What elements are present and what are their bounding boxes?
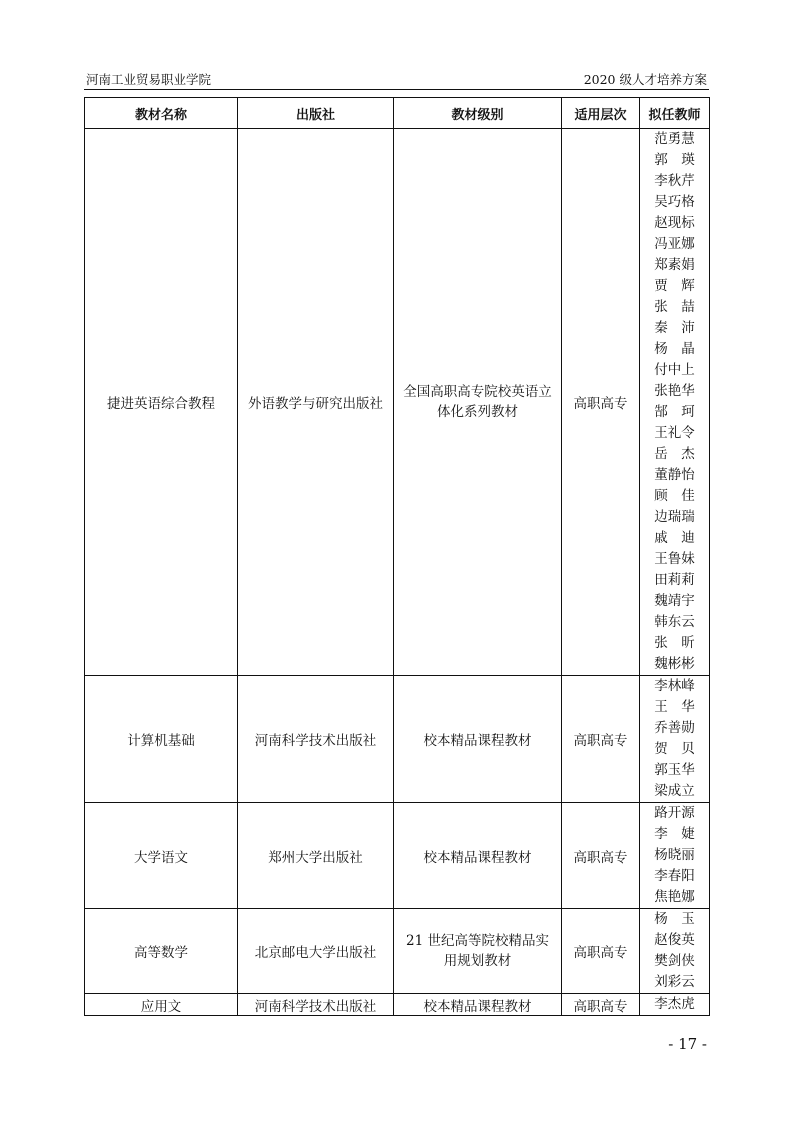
teacher-name: 秦 沛: [654, 320, 695, 336]
table-header-row: [85, 98, 710, 129]
teacher-name: 张 昕: [654, 635, 695, 651]
teacher-name: 张 喆: [654, 299, 695, 315]
teacher-name: 付中上: [654, 362, 695, 378]
teacher-name: 吴巧格: [654, 194, 695, 210]
teacher-name: 董静怡: [654, 467, 695, 483]
teacher-name: 李 婕: [654, 826, 695, 842]
teacher-name: 岳 杰: [654, 446, 695, 462]
teacher-list: [646, 129, 703, 675]
teacher-name: 贾 辉: [654, 278, 695, 294]
teacher-name: 田莉莉: [654, 572, 695, 588]
teacher-name: 李春阳: [654, 868, 695, 884]
scope-cell: 高职高专: [562, 994, 640, 1016]
col-header-scope: 适用层次: [562, 98, 640, 129]
teacher-name: 李秋芹: [654, 173, 695, 189]
teacher-name: 郭 瑛: [654, 152, 695, 168]
col-header-teachers: 拟任教师: [640, 98, 710, 129]
textbook-level-cell: 校本精品课程教材: [394, 803, 562, 909]
teachers-cell: [640, 676, 710, 803]
teacher-name: 杨 玉: [654, 911, 695, 927]
textbook-level-cell: 校本精品课程教材: [394, 676, 562, 803]
textbook-name-cell: 应用文: [85, 994, 238, 1016]
teachers-cell: [640, 803, 710, 909]
teachers-cell: [640, 994, 710, 1016]
col-header-textbook-level: 教材级别: [394, 98, 562, 129]
textbook-name-cell: 计算机基础: [85, 676, 238, 803]
teacher-name: 李杰虎: [654, 996, 695, 1012]
textbook-table: [84, 97, 710, 1016]
header-rule: [84, 89, 709, 90]
header-school-name: 河南工业贸易职业学院: [86, 72, 212, 87]
table-row: [85, 676, 710, 803]
table-row: [85, 129, 710, 676]
textbook-name-cell: 大学语文: [85, 803, 238, 909]
teacher-list: [646, 909, 703, 993]
publisher-cell: 北京邮电大学出版社: [238, 909, 394, 994]
teacher-name: 郜 珂: [654, 404, 695, 420]
teacher-name: 韩东云: [654, 614, 695, 630]
teacher-name: 顾 佳: [654, 488, 695, 504]
teacher-name: 梁成立: [654, 783, 695, 799]
teacher-name: 王鲁妹: [654, 551, 695, 567]
header-plan-title: 2020 级人才培养方案: [583, 72, 707, 87]
textbook-name-cell: 捷进英语综合教程: [85, 129, 238, 676]
textbook-name-cell: 高等数学: [85, 909, 238, 994]
teacher-name: 赵现标: [654, 215, 695, 231]
teacher-name: 贺 贝: [654, 741, 695, 757]
teacher-name: 戚 迪: [654, 530, 695, 546]
teacher-name: 樊剑侠: [654, 953, 695, 969]
scope-cell: 高职高专: [562, 129, 640, 676]
teacher-name: 范勇慧: [654, 131, 695, 147]
col-header-publisher: 出版社: [238, 98, 394, 129]
page-number: - 17 -: [668, 1035, 707, 1053]
teacher-name: 赵俊英: [654, 932, 695, 948]
teacher-name: 路开源: [654, 805, 695, 821]
teacher-name: 张艳华: [654, 383, 695, 399]
scope-cell: 高职高专: [562, 803, 640, 909]
textbook-level-cell: 校本精品课程教材: [394, 994, 562, 1016]
teacher-list: [646, 994, 703, 1015]
teacher-name: 王 华: [654, 699, 695, 715]
col-header-textbook-name: 教材名称: [85, 98, 238, 129]
teacher-name: 乔善勋: [654, 720, 695, 736]
table-row: [85, 803, 710, 909]
teacher-name: 边瑞瑞: [654, 509, 695, 525]
textbook-level-cell: 21 世纪高等院校精品实用规划教材: [394, 909, 562, 994]
teachers-cell: [640, 909, 710, 994]
publisher-cell: 外语教学与研究出版社: [238, 129, 394, 676]
teacher-name: 杨 晶: [654, 341, 695, 357]
table-row: [85, 994, 710, 1016]
teacher-name: 刘彩云: [654, 974, 695, 990]
publisher-cell: 郑州大学出版社: [238, 803, 394, 909]
teachers-cell: [640, 129, 710, 676]
textbook-level-cell: 全国高职高专院校英语立体化系列教材: [394, 129, 562, 676]
teacher-name: 魏靖宇: [654, 593, 695, 609]
publisher-cell: 河南科学技术出版社: [238, 676, 394, 803]
teacher-list: [646, 676, 703, 802]
scope-cell: 高职高专: [562, 909, 640, 994]
teacher-name: 魏彬彬: [654, 656, 695, 672]
publisher-cell: 河南科学技术出版社: [238, 994, 394, 1016]
teacher-name: 冯亚娜: [654, 236, 695, 252]
teacher-name: 王礼令: [654, 425, 695, 441]
teacher-name: 郑素娟: [654, 257, 695, 273]
teacher-name: 李林峰: [654, 678, 695, 694]
teacher-list: [646, 803, 703, 908]
table-row: [85, 909, 710, 994]
teacher-name: 杨晓丽: [654, 847, 695, 863]
teacher-name: 焦艳娜: [654, 889, 695, 905]
scope-cell: 高职高专: [562, 676, 640, 803]
teacher-name: 郭玉华: [654, 762, 695, 778]
